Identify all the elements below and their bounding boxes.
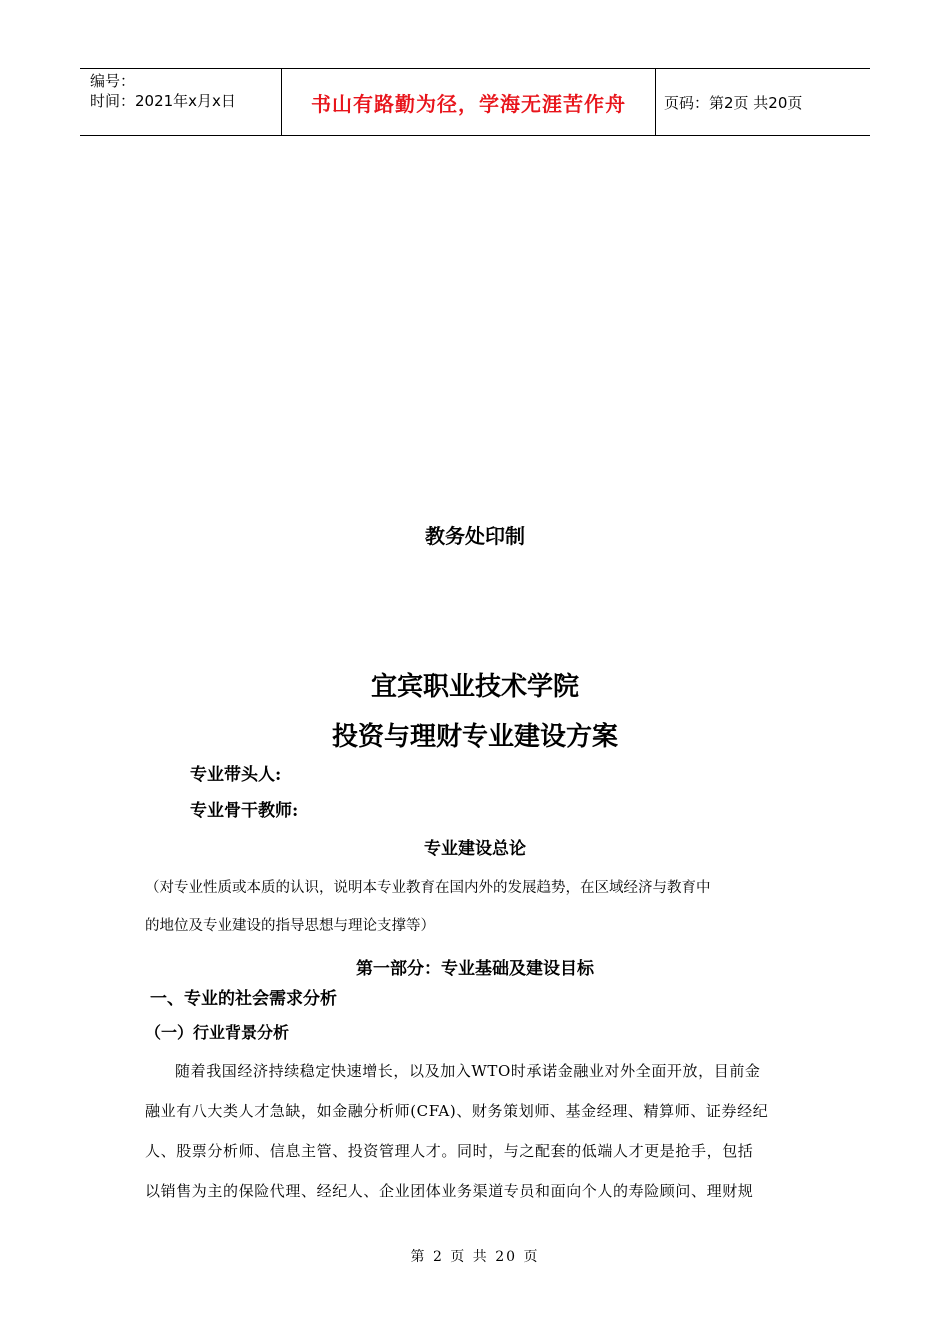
- section-heading: 一、专业的社会需求分析: [150, 989, 337, 1009]
- document-time-label: 时间：2021年x月x日: [90, 92, 236, 110]
- header-meta-cell: [80, 69, 281, 135]
- header-table: [80, 68, 870, 136]
- print-office: 教务处印制: [425, 524, 525, 548]
- header-motto-cell: [281, 69, 656, 135]
- header-page-info: 页码：第2页 共20页: [664, 93, 803, 112]
- plan-title: 投资与理财专业建设方案: [331, 722, 618, 752]
- overview-heading: 专业建设总论: [424, 839, 526, 859]
- backbone-teacher-label: 专业骨干教师:: [190, 801, 299, 821]
- subsection-heading: （一）行业背景分析: [145, 1023, 290, 1042]
- professional-leader-label: 专业带头人:: [190, 765, 282, 785]
- paragraph-line: 人、股票分析师、信息主管、投资管理人才。同时，与之配套的低端人才更是抢手，包括: [145, 1142, 754, 1160]
- paragraph-line: 融业有八大类人才急缺，如金融分析师(CFA)、财务策划师、基金经理、精算师、证券经纪: [145, 1102, 769, 1120]
- page-footer: 第 2 页 共 20 页: [410, 1249, 540, 1265]
- overview-note-line-1: （对专业性质或本质的认识，说明本专业教育在国内外的发展趋势，在区域经济与教育中: [145, 880, 711, 896]
- part1-heading: 第一部分：专业基础及建设目标: [356, 959, 594, 979]
- document-number-label: 编号：: [90, 72, 136, 90]
- overview-note-line-2: 的地位及专业建设的指导思想与理论支撑等）: [145, 918, 435, 934]
- paragraph-line: 以销售为主的保险代理、经纪人、企业团体业务渠道专员和面向个人的寿险顾问、理财规: [145, 1182, 754, 1200]
- header-page-cell: [656, 69, 870, 135]
- paragraph-line: 随着我国经济持续稳定快速增长，以及加入WTO时承诺金融业对外全面开放，目前金: [175, 1062, 761, 1080]
- header-motto: 书山有路勤为径，学海无涯苦作舟: [311, 91, 626, 116]
- school-title: 宜宾职业技术学院: [370, 672, 579, 702]
